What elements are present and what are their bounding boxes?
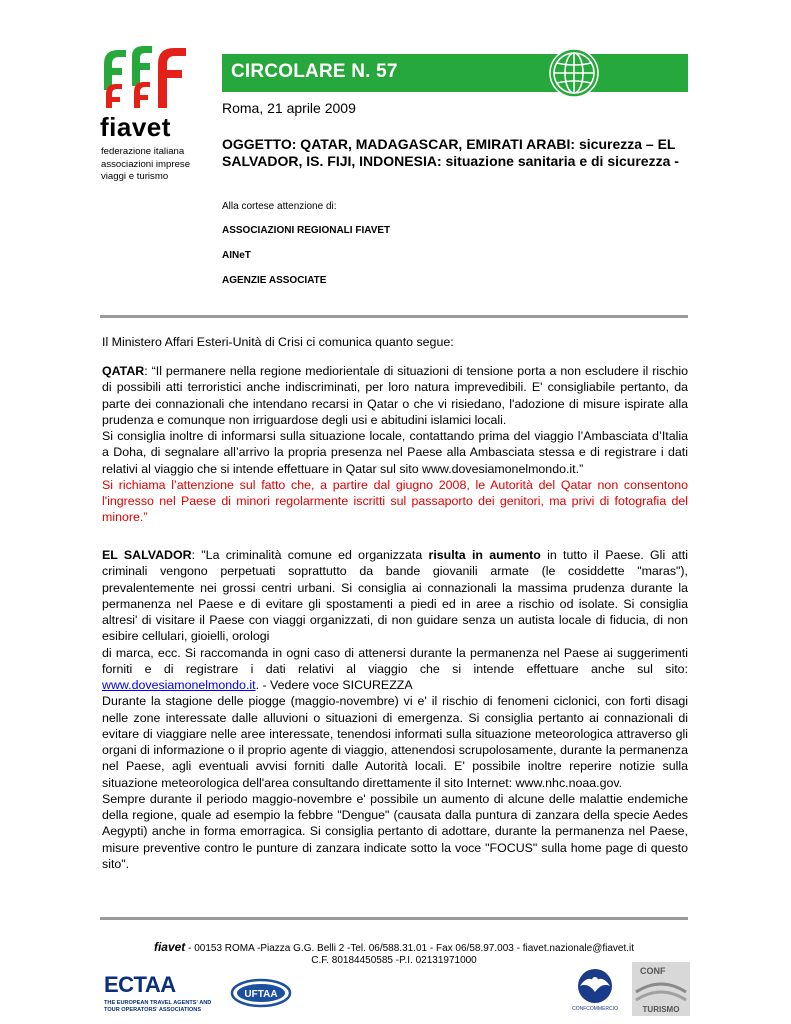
recipient-ainet: AINeT [222,250,251,261]
svg-text:TURISMO: TURISMO [642,1005,680,1014]
svg-text:UFTAA: UFTAA [244,989,278,1000]
qatar-warning: Si richiama l’attenzione sul fatto che, a partire dal giugno 2008, le Autorità del Qatar non consentono l'ingresso nel Paese di minori regolarmente iscritti sul passaporto dei genitori, ma privi di fotografia del minore.” [102,477,688,525]
confcommercio-eagle-icon [570,966,620,1006]
salvador-paragraph-1: EL SALVADOR: "La criminalità comune ed organizzata risulta in aumento in tutto il Paese. Gli atti criminali vengono perpetuati soprattutto da bande giovanili armate (le cosiddette "maras"), prevalentemente nei grossi centri urbani. Si consiglia ai connazionali la massima prudenza durante la permanenza nel Paese e di evitare gli spostamenti a piedi ed in aree a rischio od isolate. Si consiglia altresi' di visitare il Paese con viaggi organizzati, di non guidare senza un autista locale di fiducia, di non esibire cellulari, gioielli, orologi [102,548,688,644]
document-date: Roma, 21 aprile 2009 [222,100,356,116]
footer-codes: C.F. 80184450585 -P.I. 02131971000 [311,955,477,966]
subject-line: OGGETTO: QATAR, MADAGASCAR, EMIRATI ARABI: sicurezza – EL SALVADOR, IS. FIJI, INDONESIA: situazione sanitaria e di sicurezza - [222,136,679,169]
logo-subtitle: federazione italiana associazioni imprese viaggi e turismo [101,146,191,182]
recipient-associazioni: ASSOCIAZIONI REGIONALI FIAVET [222,225,391,236]
circular-title: CIRCOLARE N. 57 [231,61,398,82]
fiavet-logo-icon [100,46,186,108]
salvador-heading: EL SALVADOR [102,548,192,562]
title-banner [222,54,688,92]
footer-address: fiavet - 00153 ROMA -Piazza G.G. Belli 2 -Tel. 06/588.31.01 - Fax 06/58.97.003 - fiavet.nazionale@fiavet.it [153,940,635,954]
el-salvador-section [102,547,688,872]
confcommercio-logo: CONFCOMMERCIO [570,966,620,1016]
dovesiamonelmondo-link[interactable]: www.dovesiamonelmondo.it [102,678,256,692]
top-divider [100,315,688,318]
salvador-paragraph-4: Sempre durante il periodo maggio-novembre e' possibile un aumento di alcune delle malattie endemiche della regione, quale ad esempio la febbre "Dengue" (causata dalla puntura di zanzara della specie Aedes Aegypti) anche in forma emorragica. Si consiglia pertanto di adottare, durante la permanenza nel Paese, misure preventive contro le punture di zanzara indicate sotto la voce "FOCUS" sulla home page di questo sito". [102,791,688,871]
salvador-paragraph-2: di marca, ecc. Si raccomanda in ogni caso di attenersi durante la permanenza nel Paese ai suggerimenti forniti e di registrare i dati relativi al viaggio che si intende effettuare anche sul sito: www.dovesiamonelmondo.it. - Vedere voce SICUREZZA [102,645,688,692]
footer-brand: fiavet [153,940,186,954]
intro-paragraph: Il Ministero Affari Esteri-Unità di Crisi ci comunica quanto segue: [102,335,454,349]
qatar-paragraph-1: QATAR: “Il permanere nella regione mediorientale di situazioni di tensione porta a non escludere il rischio di possibili atti terroristici anche indiscriminati, per loro natura imprevedibili. E' consigliabile pertanto, da parte dei connazionali che intendano recarsi in Qatar o che vi risiedano, l'adozione di misure ispirate alla prudenza e comunque non irriguardose degli usi e abitudini islamici locali. [102,364,688,427]
conf-turismo-logo-icon [632,962,690,1016]
uftaa-logo-icon [230,978,292,1008]
qatar-paragraph-2: Si consiglia inoltre di informarsi sulla situazione locale, contattando prima del viaggio l’Ambasciata d’Italia a Doha, di segnalare all’arrivo la propria presenza nel Paese alla Ambasciata stessa e di registrare i dati relativi al viaggio che si intende effettuare in Qatar sul sito www.dovesiamonelmondo.it.” [102,429,688,476]
ectaa-logo: ECTAA THE EUROPEAN TRAVEL AGENTS' AND TOUR OPERATORS' ASSOCIATIONS [104,972,212,1013]
recipient-agenzie: AGENZIE ASSOCIATE [222,275,327,286]
qatar-section [102,363,688,526]
footer-divider [100,917,688,920]
globe-icon [548,47,600,99]
attention-label: Alla cortese attenzione di: [222,201,337,212]
qatar-heading: QATAR [102,364,145,378]
fiavet-wordmark: fiavet [100,112,171,142]
salvador-paragraph-3: Durante la stagione delle piogge (maggio-novembre) vi e' il rischio di fenomeni ciclonici, con forti disagi nelle zone interessate dalle alluvioni o situazioni di emergenza. Si consiglia pertanto ai connazionali di evitare di viaggiare nelle aree interessate, tenendosi informati sulla situazione meteorologica attraverso gli organi di informazione o il proprio agente di viaggio, attenendosi scrupolosamente, durante la permanenza nel Paese, agli eventuali avvisi forniti dalle Autorità locali. E' possibile inoltre reperire notizie sulla situazione meteorologica dell'area consultando direttamente il sito Internet: www.nhc.noaa.gov. [102,694,688,790]
svg-text:CONF: CONF [640,966,666,976]
